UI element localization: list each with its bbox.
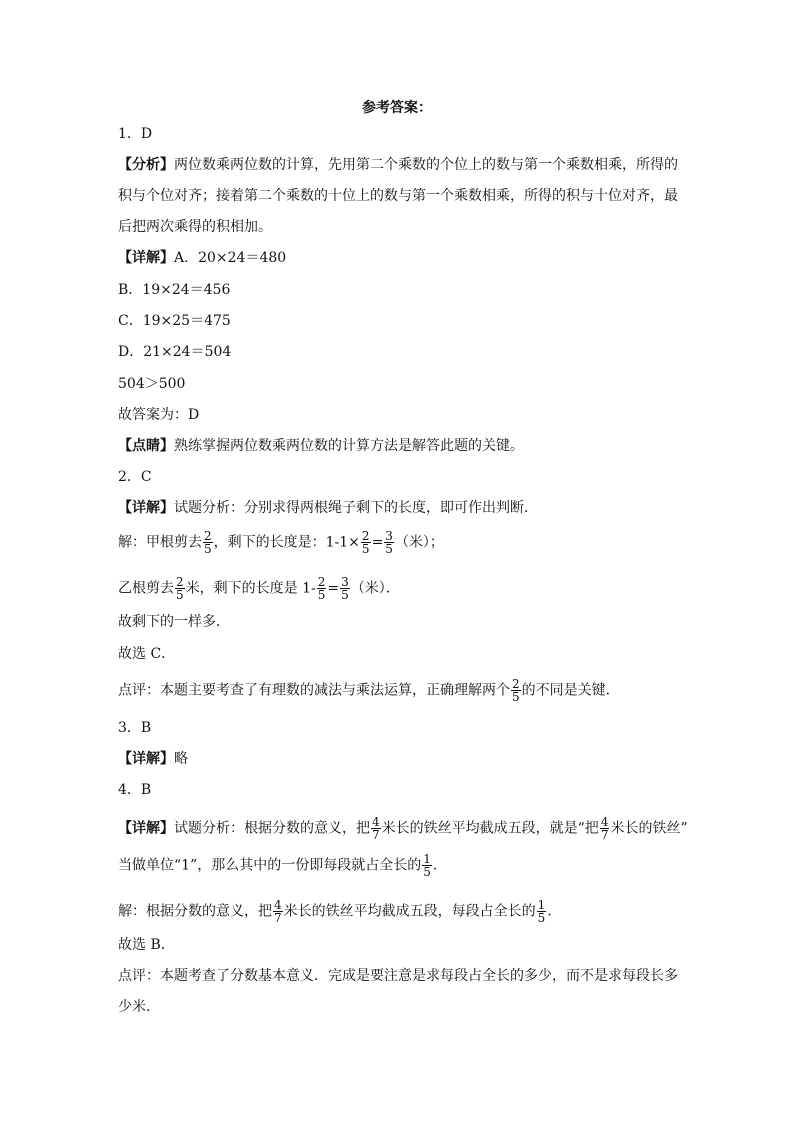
denominator: 5 [423,865,431,879]
numerator: 2 [176,575,184,589]
page-title: 参考答案： [362,100,432,116]
text: 点评：本题主要考查了有理数的减法与乘法运算，正确理解两个 [118,682,510,699]
denominator: 5 [204,542,212,556]
analysis-text: 两位数乘两位数的计算，先用第二个乘数的个位上的数与第一个乘数相乘，所得的 [174,157,678,173]
q1-detail-b: B．19×24＝456 [118,282,231,298]
q2-answer: 故选 C． [118,646,176,662]
q2-conclusion: 故剩下的一样多． [118,614,230,630]
text: 当做单位“1”，那么其中的一份即每段就占全长的 [118,857,422,874]
analysis-tag: 【分析】 [118,157,174,173]
detail-text: 试题分析：分别求得两根绳子剩下的长度，即可作出判断． [174,500,538,516]
q1-analysis-line-3: 后把两次乘得的积相加。 [118,219,272,235]
tip-tag: 【点睛】 [118,438,174,454]
q2-comment [118,678,620,703]
text: （米）． [350,580,400,597]
numerator: 2 [512,677,520,691]
fraction-four-sevenths [371,816,381,841]
equals: = [371,534,384,551]
q1-detail-c: C．19×25＝475 [118,313,231,329]
text: 解：甲根剪去 [118,534,202,551]
text: 米长的铁丝平均截成五段，就是“把 [381,820,599,837]
denominator: 5 [341,588,349,602]
detail-tag: 【详解】 [118,500,174,516]
text: 米长的铁丝” [610,820,688,837]
numerator: 2 [204,529,212,543]
detail-text: A．20×24＝480 [174,250,287,266]
q1-analysis-line-1 [118,155,678,175]
q1-analysis-line-2: 积与个位对齐；接着第二个乘数的十位上的数与第一个乘数相乘，所得的积与十位对齐，最 [118,188,678,204]
fraction-four-sevenths [600,816,610,841]
denominator: 5 [512,690,520,704]
numerator: 3 [341,575,349,589]
numerator: 4 [274,898,282,912]
fraction-two-fifths [175,576,185,601]
denominator: 7 [600,828,609,842]
q4-comment-line-2: 少米． [118,999,160,1015]
detail-tag: 【详解】 [118,250,174,266]
denominator: 5 [176,588,184,602]
q1-compare: 504＞500 [118,376,186,392]
tip-text: 熟练掌握两位数乘两位数的计算方法是解答此题的关键。 [174,438,524,454]
q2-label: 2．C [118,469,152,485]
q1-detail-d: D．21×24＝504 [118,344,232,360]
fraction-one-fifth [422,853,432,878]
text: 解：根据分数的意义，把 [118,903,272,920]
q4-detail-line-1 [118,816,688,841]
denominator: 7 [274,911,282,925]
text: . [547,903,552,920]
q2-solution-line-2 [118,576,400,601]
detail-text: 略 [174,751,188,767]
equals: = [327,580,340,597]
q4-comment-line-1: 点评：本题考查了分数基本意义．完成是要注意是求每段占全长的多少，而不是求每段长多 [118,968,678,984]
numerator: 2 [317,575,326,589]
text: 试题分析：根据分数的意义，把 [174,820,370,837]
text: ，剩下的长度是：1-1× [213,534,360,551]
fraction-one-fifth [537,899,547,924]
q4-detail-line-2 [118,853,437,878]
numerator: 2 [361,529,370,543]
detail-tag: 【详解】 [118,820,174,837]
fraction-three-fifths [384,530,394,555]
q4-solution [118,899,552,924]
fraction-two-fifths [361,530,371,555]
denominator: 7 [372,828,380,842]
fraction-two-fifths [317,576,327,601]
q3-detail [118,749,188,769]
q3-label: 3．B [118,720,152,736]
fraction-two-fifths [203,530,213,555]
q1-label: 1．D [118,126,153,142]
numerator: 4 [372,815,380,829]
q1-detail-a [118,248,286,268]
denominator: 5 [385,542,393,556]
denominator: 5 [537,911,546,925]
denominator: 5 [361,542,370,556]
q4-answer: 故选 B． [118,937,175,953]
denominator: 5 [317,588,326,602]
numerator: 1 [423,852,431,866]
text: . [432,857,438,874]
text: 米长的铁丝平均截成五段，每段占全长的 [283,903,536,920]
q4-label: 4．B [118,782,152,798]
text: 乙根剪去 [118,580,174,597]
q1-answer: 故答案为：D [118,407,200,423]
fraction-two-fifths [511,678,521,703]
text: 的不同是关键． [521,682,620,699]
numerator: 1 [537,898,546,912]
fraction-four-sevenths [273,899,283,924]
fraction-three-fifths [340,576,350,601]
text: 米，剩下的长度是 1- [185,580,316,597]
detail-tag: 【详解】 [118,751,174,767]
text: （米）； [394,534,444,551]
q1-tip [118,436,524,456]
q2-detail [118,498,538,518]
numerator: 3 [385,529,393,543]
q2-solution-line-1 [118,530,444,555]
numerator: 4 [600,815,609,829]
